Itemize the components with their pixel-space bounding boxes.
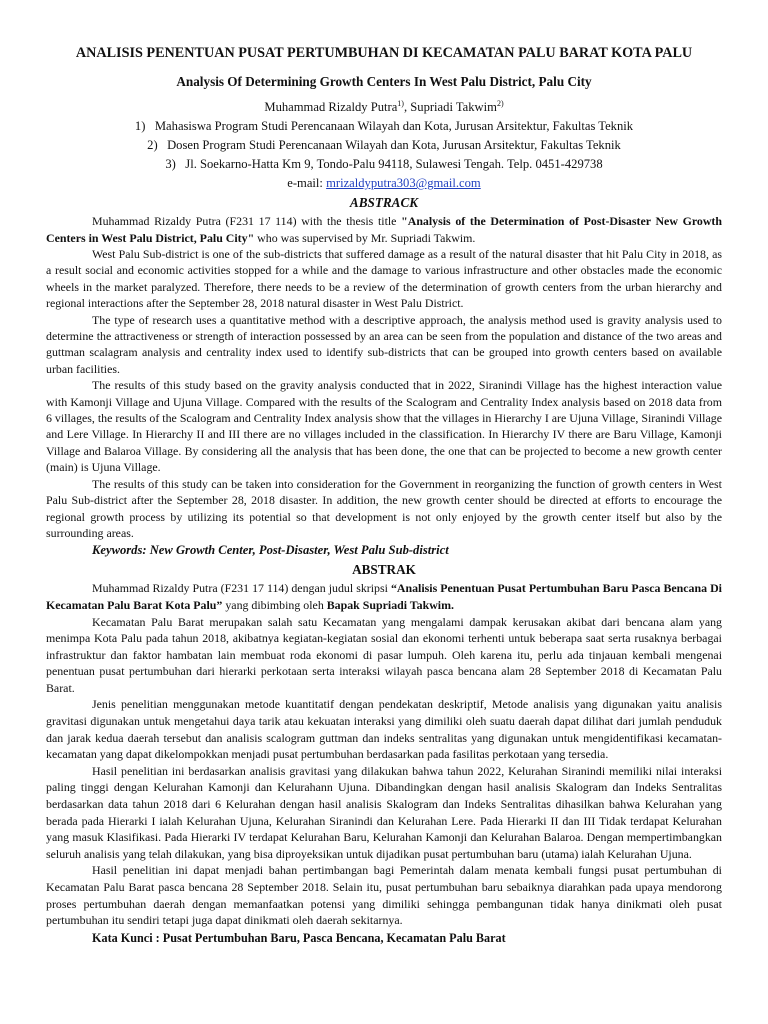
email-link[interactable]: mrizaldyputra303@gmail.com bbox=[326, 176, 481, 191]
abstract-en-thesis-title: "Analysis of the Determination of Post-Disaster New Growth Centers in West Palu District, Palu City" bbox=[46, 214, 722, 245]
abstract-id-p1-text: Muhammad Rizaldy Putra (F231 17 114) dengan judul skripsi bbox=[92, 581, 391, 596]
abstract-id-p5: Hasil penelitian ini dapat menjadi bahan pertimbangan bagi Pemerintah dalam menata kembali fungsi pusat pertumbuhan di Kecamatan Palu Barat pasca bencana 28 September 2018. Selain itu, pusat pertumbuhan baru sebaiknya diarahkan pada upaya mendorong proses pertumbuhan daerah dengan memanfaatkan potensi yang dimiliki sehingga pembangunan tidak hanya dinikmati oleh pusat pertumbuhan itu sendiri tetapi juga dapat dinikmati oleh daerah sekitarnya. bbox=[46, 863, 722, 928]
abstract-id-p1-mid: yang dibimbing oleh bbox=[222, 597, 327, 612]
abstract-id-p2: Kecamatan Palu Barat merupakan salah satu Kecamatan yang mengalami dampak kerusakan akibat dari bencana alam yang menimpa Kota Palu pada tahun 2018, akibatnya kegiatan-kegiatan sosial dan ekonomi terhenti untuk beberapa saat serta rusaknya berbagai infrastruktur dan faktor hambatan lain membuat roda ekonomi di pasar lumpuh. Oleh karena itu, perlu ada tinjauan kembali mengenai penentuan pusat pertumbuhan dari hierarki perkotaan serta interaksi wilayah pasca bencana alam 28 September 2018 di Kecamatan Palu Barat. bbox=[46, 614, 722, 695]
abstract-en-p1-end: who was supervised by Mr. Supriadi Takwim. bbox=[254, 230, 476, 245]
abstract-id-body bbox=[46, 580, 722, 928]
author-1-sup: 1) bbox=[397, 99, 404, 108]
abstract-id-supervisor: Bapak Supriadi Takwim. bbox=[326, 597, 454, 612]
abstract-id-p3: Jenis penelitian menggunakan metode kuantitatif dengan pendekatan deskriptif, Metode analisis yang digunakan yaitu analisis gravitasi digunakan untuk mengetahui daya tarik atau kekuatan interaksi yang dimiliki oleh suatu daerah dapat dilihat dari jumlah penduduk dan jarak kedua daerah tersebut dan analisis scalogram guttman dan indeks sentralitas yang digunakan untuk mengidentifikasi kecamatan-kecamatan yang dapat dikelompokkan menjadi pusat pertumbuhan berdasarkan pada fasilitas perkotaan yang tersedia. bbox=[46, 697, 722, 762]
affiliation-3: 3) Jl. Soekarno-Hatta Km 9, Tondo-Palu 94118, Sulawesi Tengah. Telp. 0451-429738 bbox=[165, 157, 603, 172]
abstract-en-p2: West Palu Sub-district is one of the sub-districts that suffered damage as a result of the natural disaster that hit Palu City in 2018, as a result social and economic activities stopped for a while and the damage to various infrastructure and other obstacles made the economic wheels in the market paralyzed. Therefore, there needs to be a review of the determination of growth centers from the urban hierarchy and regional interactions after the September 28, 2018 natural disaster in West Palu District. bbox=[46, 247, 722, 311]
abstract-en-p3: The type of research uses a quantitative method with a descriptive approach, the analysis method used is gravity analysis used to determine the attractiveness or strength of interaction possessed by an area can be seen from the population and distance of the two areas and guttman scalagram analysis and centrality index used to identify sub-districts that can be grouped into growth centers based on available urban facilities. bbox=[46, 312, 722, 376]
keywords-id: Kata Kunci : Pusat Pertumbuhan Baru, Pasca Bencana, Kecamatan Palu Barat bbox=[92, 930, 506, 945]
author-2: , Supriadi Takwim bbox=[403, 100, 497, 115]
abstract-en-p5: The results of this study can be taken into consideration for the Government in reorganizing the function of growth centers in West Palu Sub-district after the September 28, 2018 disaster. In addition, the new growth center should be directed at efforts to encourage the regional growth process by utilizing its potential so that development is not only enjoyed by the growth center itself but also by the surrounding areas. bbox=[46, 476, 722, 540]
abstract-id-thesis-title: “Analisis Penentuan Pusat Pertumbuhan Baru Pasca Bencana Di Kecamatan Palu Barat Kota Palu” bbox=[46, 581, 722, 612]
author-2-sup: 2) bbox=[496, 99, 504, 108]
author-line bbox=[46, 94, 722, 117]
author-1: Muhammad Rizaldy Putra bbox=[264, 100, 398, 115]
email-label: e-mail: bbox=[287, 176, 327, 191]
paper-subtitle: Analysis Of Determining Growth Centers In West Palu District, Palu City bbox=[176, 74, 592, 89]
abstract-en-body bbox=[46, 213, 722, 541]
abstract-en-p1 bbox=[46, 213, 722, 246]
affiliation-2: 2) Dosen Program Studi Perencanaan Wilayah dan Kota, Jurusan Arsitektur, Fakultas Teknik bbox=[147, 138, 621, 153]
abstract-en-p4: The results of this study based on the gravity analysis conducted that in 2022, Siranindi Village has the highest interaction value with Kamonji Village and Ujuna Village. Compared with the results of the Scalogram and Centrality Index analysis based on 2018 data from 6 villages, the results of the Scalogram and Centrality Index analysis show that the villages in Hierarchy I are Ujuna Village, Siranindi Village and Lere Village. In Hierarchy II and III there are no villages included in the classification. In Hierarchy IV there are Baru Village, Kamonji Village and Balaroa Village. By considering all the analysis that has been done, the one that can be projected to become a new growth center (main) is Ujuna Village. bbox=[46, 378, 722, 475]
paper-title: ANALISIS PENENTUAN PUSAT PERTUMBUHAN DI KECAMATAN PALU BARAT KOTA PALU bbox=[75, 45, 693, 61]
affiliation-1: 1) Mahasiswa Program Studi Perencanaan Wilayah dan Kota, Jurusan Arsitektur, Fakultas Teknik bbox=[134, 119, 634, 134]
abstract-id-p1 bbox=[46, 580, 722, 613]
abstract-en-p1-text: Muhammad Rizaldy Putra (F231 17 114) with the thesis title bbox=[92, 214, 402, 229]
keywords-en: Keywords: New Growth Center, Post-Disaster, West Palu Sub-district bbox=[92, 543, 449, 558]
paper-page bbox=[46, 40, 722, 947]
abstract-id-heading: ABSTRAK bbox=[352, 562, 416, 578]
abstract-id-p4: Hasil penelitian ini berdasarkan analisis gravitasi yang dilakukan bahwa tahun 2022, Kelurahan Siranindi memiliki nilai interaksi paling tinggi dengan Kelurahan Kamonji dan Kelurahann Ujuna. Dibandingkan dengan hasil analisis Skalogram dan Indeks Sentralitas berdasarkan data tahun 2018 dari 6 Kelurahan dengan hasil analisis Skalogram dan Indeks Sentralitas dihasilkan bahwa Kelurahan yang berada pada Hierarki I ialah Kelurahan Ujuna, Kelurahan Siranindi dan Kelurahan Lere. Pada Hierarki II dan III Tidak terdapat Kelurahan yang masuk Klasifikasi. Pada Hierarki IV terdapat Kelurahan Baru, Kelurahan Kamonji dan Kelurahan Balaroa. Dengan mempertimbangkan seluruh analisis yang telah dilakukan, yang bisa diproyeksikan untuk dijadikan pusat pertumbuhan baru (utama) ialah Kelurahan Ujuna. bbox=[46, 763, 722, 861]
abstract-en-heading: ABSTRACK bbox=[349, 195, 419, 211]
email-line bbox=[46, 174, 722, 193]
